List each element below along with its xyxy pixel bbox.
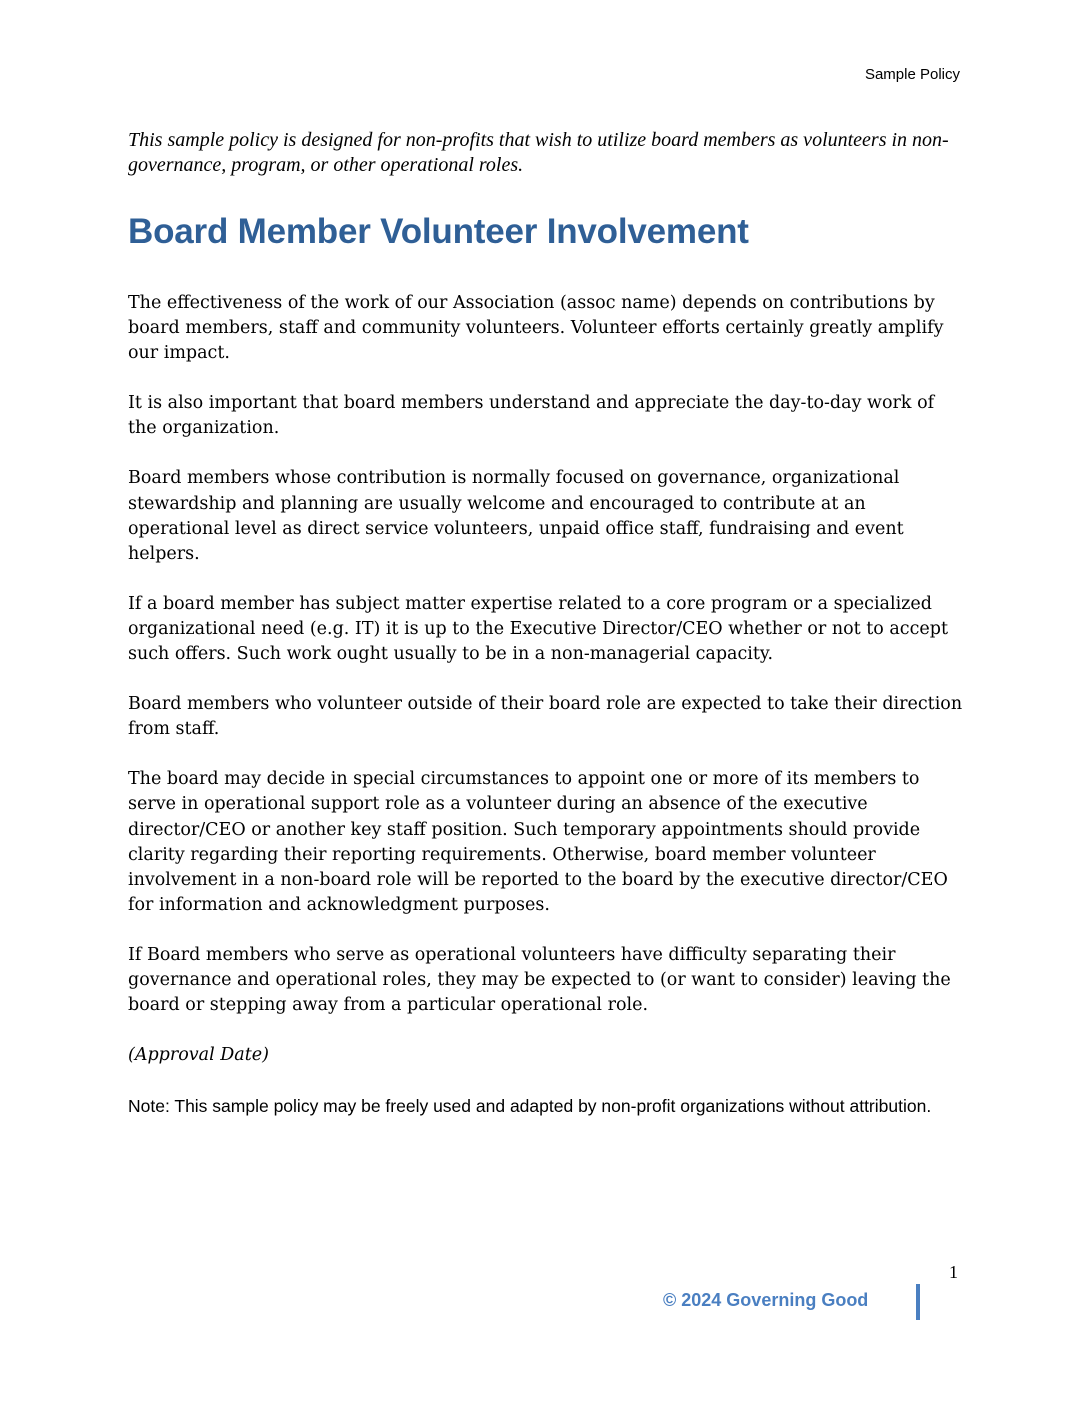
page-number: 1 <box>949 1262 958 1282</box>
page-header-label: Sample Policy <box>864 66 960 83</box>
paragraph-expertise: If a board member has subject matter expertise related to a core program or a specialized organizational need (e.g. IT) it is up to the Executive Director/CEO whether or not to accept such offers. Such work ought usually to be in a non-managerial capacity. <box>128 593 948 665</box>
paragraph-contribution: Board members whose contribution is normally focused on governance, organizational stewardship and planning are usually welcome and encouraged to contribute at an operational level as direct service volunteers, unpaid office staff, fundraising and event helpers. <box>128 468 904 564</box>
footer-accent-bar <box>916 1284 920 1320</box>
paragraph-effectiveness: The effectiveness of the work of our Association (assoc name) depends on contributions by board members, staff and community volunteers. Volunteer efforts certainly greatly amplify our impact. <box>128 293 944 364</box>
paragraph-understanding: It is also important that board members understand and appreciate the day-to-day work of the organization. <box>128 393 935 439</box>
document-body <box>128 291 963 1144</box>
approval-date: (Approval Date) <box>128 1045 269 1066</box>
paragraph-separating-roles: If Board members who serve as operational volunteers have difficulty separating their governance and operational roles, they may be expected to (or want to consider) leaving the board or stepping away from a particular operational role. <box>128 944 951 1016</box>
document-title: Board Member Volunteer Involvement <box>128 212 749 251</box>
paragraph-direction: Board members who volunteer outside of their board role are expected to take their direction from staff. <box>128 694 963 740</box>
intro-note: This sample policy is designed for non-profits that wish to utilize board members as volunteers in non-governance, program, or other operational roles. <box>128 129 949 176</box>
attribution-note: Note: This sample policy may be freely used and adapted by non-profit organizations without attribution. <box>128 1096 932 1117</box>
paragraph-special-circumstances: The board may decide in special circumstances to appoint one or more of its members to serve in operational support role as a volunteer during an absence of the executive director/CEO or another key staff position. Such temporary appointments should provide clarity regarding their reporting requirements. Otherwise, board member volunteer involvement in a non-board role will be reported to the board by the executive director/CEO for information and acknowledgment purposes. <box>128 769 948 915</box>
footer-copyright: © 2024 Governing Good <box>663 1290 869 1310</box>
